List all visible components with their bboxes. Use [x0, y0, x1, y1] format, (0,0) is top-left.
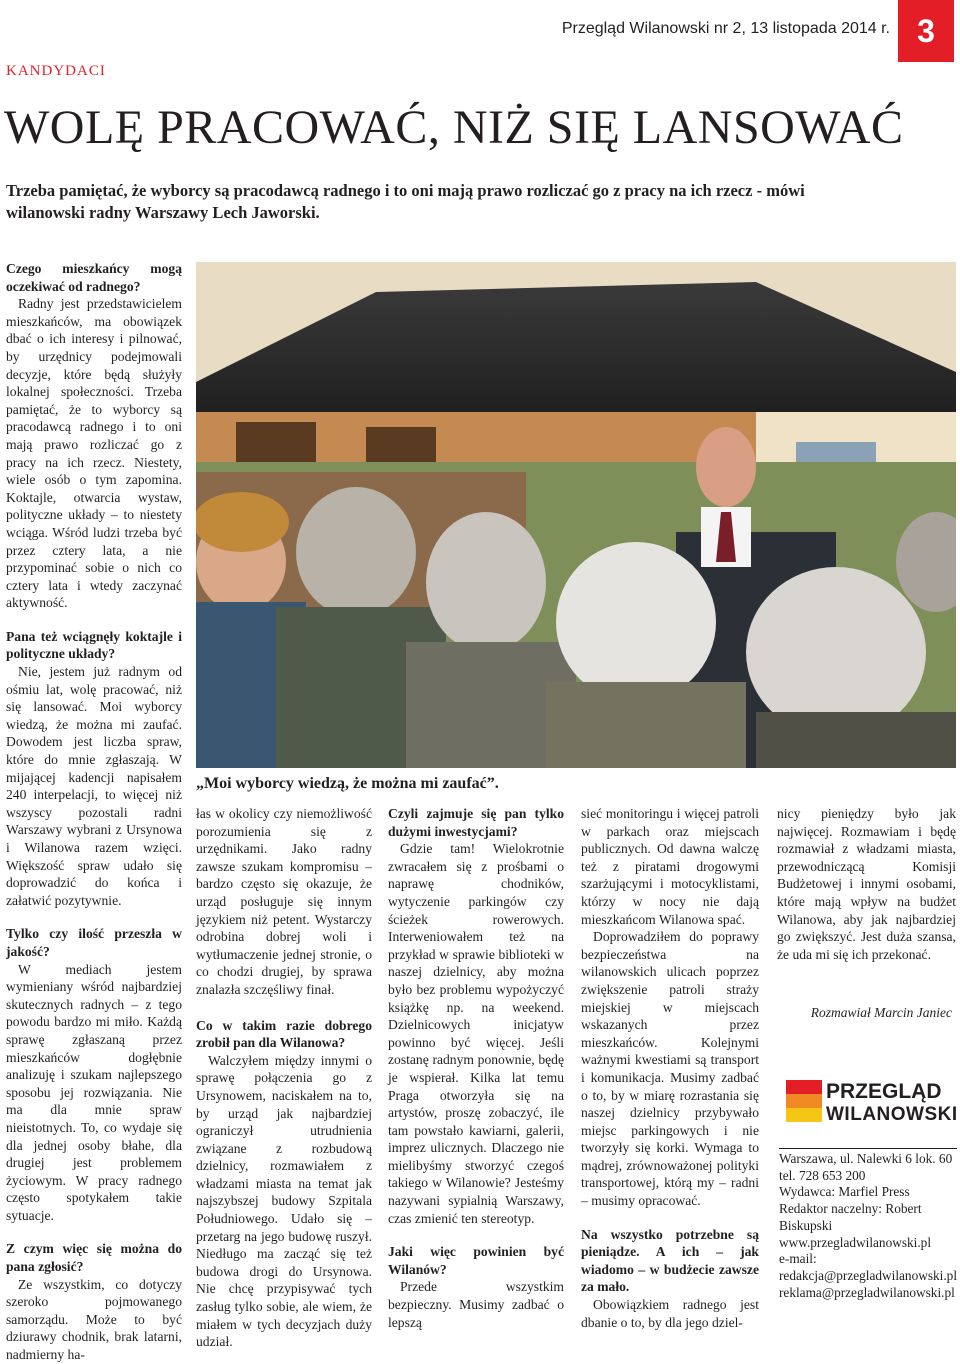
- question: Z czym więc się można do pana zgłosić?: [6, 1241, 182, 1275]
- answer-continued: nicy pieniędzy było jak najwięcej. Rozmawiam i będę rozmawiał z władzami miasta, przewodniczącą Komisji Budżetowej i innymi osobami, które mają wpływ na budżet Wilanowa, aby jak najbardziej go zwiększyć. Jest duża szansa, że uda mi się ich przekonać.: [777, 806, 956, 962]
- imprint-website: www.przegladwilanowski.pl: [779, 1234, 932, 1250]
- imprint-phone: tel. 728 653 200: [779, 1167, 866, 1183]
- question: Na wszystko potrzebne są pieniądze. A ich – jak wiadomo – w budżecie zawsze za mało.: [581, 1226, 759, 1295]
- page-number: 3: [898, 0, 954, 62]
- section-label: KANDYDACI: [6, 63, 106, 79]
- answer: Walczyłem między innymi o sprawę połączenia go z Ursynowem, naciskałem na to, by urząd jak najbardziej ograniczył utrudnienia związane z rozbudową dzielnicy, rozmawiałem z władzami miasta na temat jak najszybszej budowy Szpitala Południowego. Udało się – przetarg na jego budowę ruszył. Niedługo ma zacząć się też budowa drogi do Ursynowa. Nie chcę przypisywać tych zasług tylko sobie, ale wiem, że miałem w tych decyzjach duży udział.: [196, 1052, 372, 1350]
- interview-author: Rozmawiał Marcin Janiec: [810, 1005, 952, 1020]
- logo-text-line-1: PRZEGLĄD: [826, 1080, 942, 1103]
- question: Pana też wciągnęły koktajle i polityczne układy?: [6, 628, 182, 662]
- imprint-email-editorial: e-mail: redakcja@przegladwilanowski.pl: [779, 1251, 957, 1283]
- question: Tylko czy ilość przeszła w jakość?: [6, 926, 182, 959]
- answer-continued: łas w okolicy czy niemożliwość porozumienia się z urzędnikami. Jako radny zawsze szukam kompromisu – bardzo często się okazuje, że urząd posługuje się innym językiem niż petent. Wystarczy odrobina dobrej woli i wytłumaczenie jednej stronie, o co chodzi drugiej, by sprawa znalazła szczęśliwy finał.: [196, 806, 372, 997]
- photo-caption: „Moi wyborcy wiedzą, że można mi zaufać”.: [196, 775, 499, 792]
- question: Czego mieszkańcy mogą oczekiwać od radnego?: [6, 261, 182, 294]
- imprint-editor: Redaktor naczelny: Robert Biskupski: [779, 1201, 922, 1233]
- article-column-1: [6, 260, 182, 1364]
- answer: Ze wszystkim, co dotyczy szeroko pojmowanego samorządu. Może to być dziurawy chodnik, brak latarni, nadmierny ha-: [6, 1276, 182, 1363]
- answer: Radny jest przedstawicielem mieszkańców, ma obowiązek dbać o ich interesy i pilnować, by urzędnicy podejmowali decyzje, które będą służyły lokalnej społeczności. Trzeba pamiętać, że to wyborcy są pracodawcą radnego i to oni mają prawo rozliczać go z pracy na ich rzecz. Niestety, wiele osób o tym zapomina. Koktajle, otwarcia wystaw, polityczne układy – to niestety wciąga. Wśród ludzi trzeba być przez cztery lata, a nie przypominać sobie o nich co cztery lata i wtedy zaczynać aktywność.: [6, 296, 182, 611]
- przeglad-wilanowski-logo: [786, 1076, 958, 1128]
- imprint-email-ads: reklama@przegladwilanowski.pl: [779, 1284, 955, 1300]
- answer-continued: sieć monitoringu i więcej patroli w parkach oraz miejscach publicznych. Od dawna walczę też z piratami drogowymi szarżującymi i motocyklistami, którzy w nocy nie dają mieszkańcom Wilanowa spać.: [581, 806, 759, 927]
- answer: Przede wszystkim bezpieczny. Musimy zadbać o lepszą: [388, 1279, 564, 1330]
- logo-text-line-2: WILANOWSKI: [826, 1104, 958, 1125]
- answer: Doprowadziłem do poprawy bezpieczeństwa na wilanowskich ulicach poprzez zwiększenie patroli straży miejskiej w miejscach wskazanych przez mieszkańców. Kolejnymi ważnymi kwestiami są transport i komunikacja. Musimy zadbać o to, by w miarę rozrastania się naszej dzielnicy przybywało miejsc parkingowych i nie tworzyły się korki. Wymaga to mądrej, zrównoważonej polityki transportowej, którą my – radni – musimy opracować.: [581, 929, 759, 1209]
- article-photo: [196, 262, 956, 768]
- answer: Nie, jestem już radnym od ośmiu lat, wolę pracować, niż się lansować. Moi wyborcy wiedzą, że można mi zaufać. Dowodem jest liczba spraw, które do mnie zgłaszają. W mijającej kadencji napisałem 240 interpelacji, to więcej niż wszyscy pozostali radni Warszawy wybrani z Ursynowa i Wilanowa razem wzięci. Większość spraw udało się doprowadzić do końca i załatwić pozytywnie.: [6, 664, 182, 908]
- article-column-5: [777, 805, 956, 963]
- imprint-box: [779, 1148, 957, 1301]
- article-column-4: [581, 805, 759, 1331]
- imprint-publisher: Wydawca: Marfiel Press: [779, 1184, 910, 1200]
- article-column-2: [196, 805, 372, 1351]
- question: Jaki więc powinien być Wilanów?: [388, 1244, 564, 1277]
- lede: Trzeba pamiętać, że wyborcy są pracodawcą radnego i to oni mają prawo rozliczać go z pracy na ich rzecz - mówi wilanowski radny Warszawy Lech Jaworski.: [6, 181, 805, 222]
- logo-mark-icon: [786, 1080, 822, 1122]
- answer: Gdzie tam! Wielokrotnie zwracałem się z prośbami o naprawę chodników, wytyczenie parkingów czy ścieżek rowerowych. Interweniowałem też na przykład w sprawie biblioteki w naszej dzielnicy, aby można było bez problemu wypożyczyć książkę np. na weekend. Dzielnicowych inicjatyw powinno być więcej. Jeśli zostanę radnym ponownie, będę je wspierał. Kilka lat temu Praga otworzyła się na artystów, proszę zobaczyć, ile tam powstało kawiarni, galerii, imprez ulicznych. Dlaczego nie mielibyśmy stworzyć czegoś takiego w Wilanowie? Jesteśmy nazywani sypialnią Warszawy, czas zmienić ten stereotyp.: [388, 841, 564, 1226]
- answer: W mediach jestem wymieniany wśród najbardziej skutecznych radnych – z tego powodu bardzo mi miło. Każdą sprawę zgłaszaną przez mieszkańców dogłębnie analizuję i szukam najlepszego sposobu jej rozwiązania. Nie ma dla mnie spraw nieistotnych. To, co wydaje się dla jednej osoby błahe, dla drugiej jest problemem życiowym. W pracy radnego często spotykałem takie sytuacje.: [6, 961, 182, 1223]
- headline: WOLĘ PRACOWAĆ, NIŻ SIĘ LANSOWAĆ: [4, 101, 904, 154]
- publication-header: Przegląd Wilanowski nr 2, 13 listopada 2014 r.: [561, 20, 890, 37]
- answer: Obowiązkiem radnego jest dbanie o to, by dla jego dziel-: [581, 1297, 759, 1330]
- imprint-address: Warszawa, ul. Nalewki 6 lok. 60: [779, 1151, 953, 1166]
- article-column-3: [388, 805, 564, 1331]
- question: Czyli zajmuje się pan tylko dużymi inwestycjami?: [388, 806, 564, 839]
- photo-illustration: [196, 262, 956, 768]
- question: Co w takim razie dobrego zrobił pan dla Wilanowa?: [196, 1017, 372, 1051]
